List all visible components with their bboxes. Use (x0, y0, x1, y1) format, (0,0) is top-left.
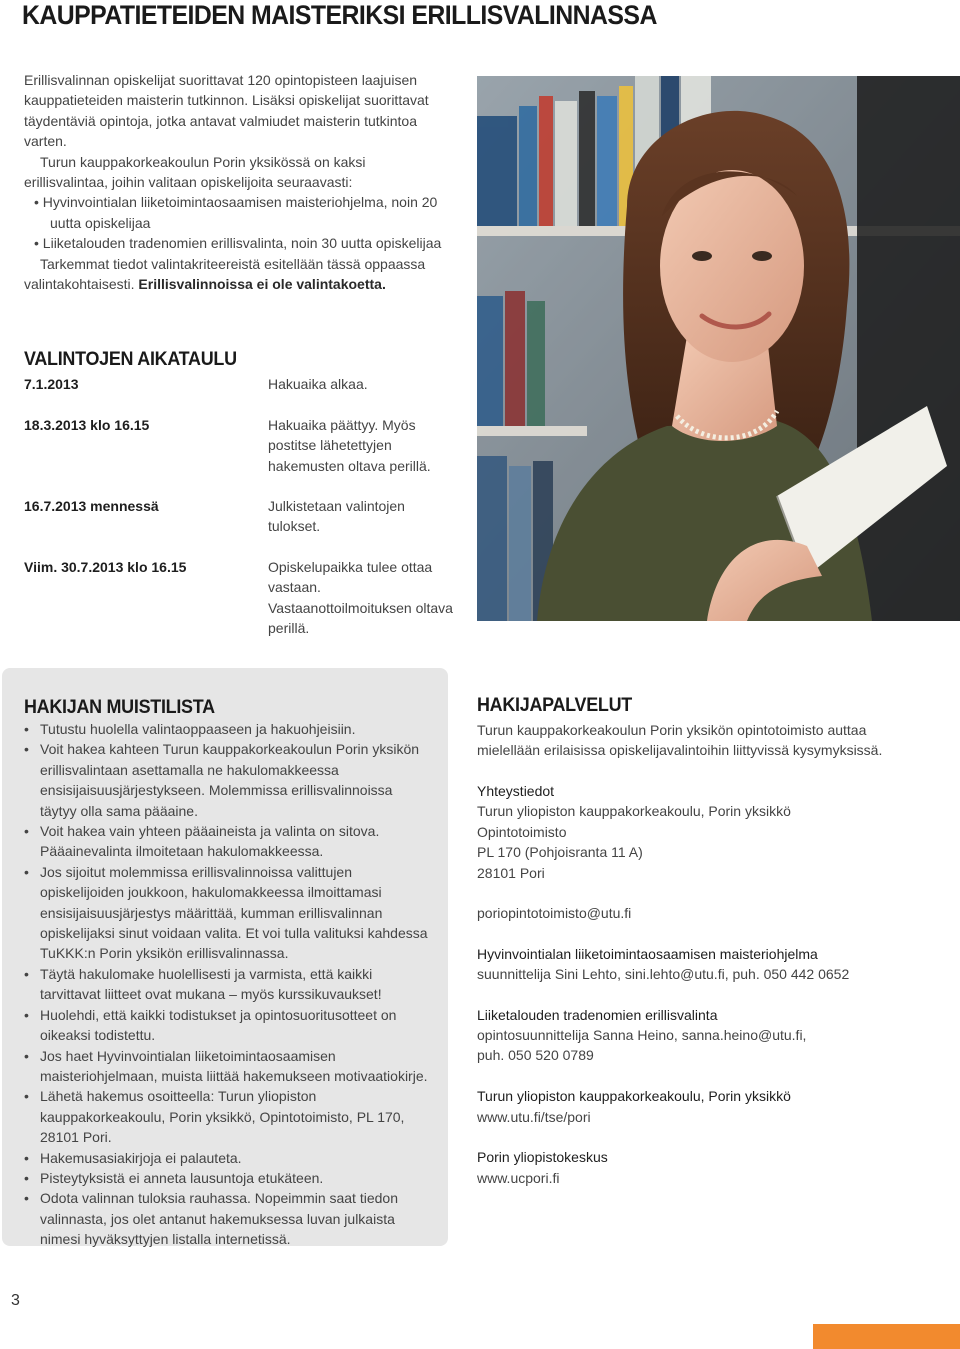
checklist-item: • Voit hakea vain yhteen pääaineista ja valinta on sitova. Pääainevalinta ilmoitetaan hakulomakkeessa. (24, 821, 429, 862)
intro-paragraph-2: Turun kauppakorkeakoulun Porin yksikössä on kaksi erillisvalintaa, joihin valitaan opiskelijoita seuraavasti: (24, 153, 366, 191)
contact-email-link[interactable]: poriopintotoimisto@utu.fi (477, 905, 632, 921)
checklist-title: HAKIJAN MUISTILISTA (24, 696, 215, 718)
checklist-item: • Pisteytyksistä ei anneta lausuntoja etukäteen. (24, 1168, 429, 1188)
checklist-item: • Täytä hakulomake huolellisesti ja varmista, että kaikki tarvittavat liitteet ovat mukana – myös kurssikuvaukset! (24, 964, 429, 1005)
schedule-date: 18.3.2013 klo 16.15 (24, 417, 150, 433)
intro-paragraph-3-bold: Erillisvalinnoissa ei ole valintakoetta. (138, 276, 386, 293)
intro-paragraph-3 (24, 254, 444, 295)
tse-heading: Turun yliopiston kauppakorkeakoulu, Porin yksikkö (477, 1088, 791, 1104)
checklist-item: • Huolehdi, että kaikki todistukset ja opintosuoritusotteet on oikeaksi todistettu. (24, 1005, 429, 1046)
ucp-heading: Porin yliopistokeskus (477, 1149, 608, 1165)
page-title: KAUPPATIETEIDEN MAISTERIKSI ERILLISVALINNASSA (22, 0, 657, 30)
lt-selection-heading: Liiketalouden tradenomien erillisvalinta (477, 1007, 718, 1023)
schedule-date: Viim. 30.7.2013 klo 16.15 (24, 559, 187, 575)
checklist-item: • Jos sijoitut molemmissa erillisvalinnoissa valittujen opiskelijoiden joukkoon, hakulomakkeessa ilmoittamasi ensisijaisuusjärjestys määrittää, kumman erillisvalinnan opiskelijaksi sinut voidaan valita. Et voi tulla valituksi kahdessa TuKKK:n Porin yksikön erillisvalinnassa. (24, 862, 429, 964)
schedule-desc: Julkistetaan valintojen tulokset. (268, 498, 405, 535)
intro-paragraph-3-text: Tarkemmat tiedot valintakriteereistä esitellään tässä oppaassa valintakohtaisesti. (24, 255, 426, 293)
intro-paragraph-1: Erillisvalinnan opiskelijat suorittavat 120 opintopisteen laajuisen kauppatieteiden maisterin tutkinnon. Lisäksi opiskelijat suorittavat täydentäviä opintoja, jotka antavat valmiudet maisterin tutkintoa varten. (24, 72, 429, 150)
schedule-desc: Hakuaika alkaa. (268, 376, 368, 392)
services-title: HAKIJAPALVELUT (477, 694, 632, 716)
services-intro: Turun kauppakorkeakoulun Porin yksikön opintotoimisto auttaa mielellään erilaisissa opiskelijavalintoihin liittyvissä kysymyksissä. (477, 722, 883, 759)
checklist-item: • Tutustu huolella valintaoppaaseen ja hakuohjeisiin. (24, 719, 429, 739)
intro-bullet: • Hyvinvointialan liiketoimintaosaamisen maisteriohjelma, noin 20 uutta opiskelijaa (24, 192, 444, 233)
student-photo-illustration (477, 76, 960, 621)
contact-line: Opintotoimisto (477, 824, 567, 840)
hyv-programme-contact: suunnittelija Sini Lehto, sini.lehto@utu.fi, puh. 050 442 0652 (477, 966, 850, 982)
intro-bullet-list (24, 192, 444, 253)
orange-accent-bar (813, 1324, 960, 1349)
schedule-desc: Hakuaika päättyy. Myös postitse lähetettyjen hakemusten oltava perillä. (268, 417, 431, 474)
student-photo (477, 76, 960, 621)
intro-bullet: • Liiketalouden tradenomien erillisvalinta, noin 30 uutta opiskelijaa (24, 233, 444, 253)
checklist-item: • Hakemusasiakirjoja ei palauteta. (24, 1148, 429, 1168)
intro-text (24, 70, 444, 294)
lt-selection-contact: opintosuunnittelija Sanna Heino, sanna.heino@utu.fi, puh. 050 520 0789 (477, 1027, 807, 1064)
schedule-desc: Opiskelupaikka tulee ottaa vastaan. Vastaanottoilmoituksen oltava perillä. (268, 559, 453, 637)
hyv-programme-heading: Hyvinvointialan liiketoimintaosaamisen maisteriohjelma (477, 946, 818, 962)
schedule-date: 7.1.2013 (24, 376, 79, 392)
ucp-website-link[interactable]: www.ucpori.fi (477, 1170, 560, 1186)
checklist-item: • Odota valinnan tuloksia rauhassa. Nopeimmin saat tiedon valinnasta, jos olet antanut hakemuksessa luvan julkaista nimesi hyväksyttyjen listalla internetissä. (24, 1188, 429, 1249)
checklist-item: • Lähetä hakemus osoitteella: Turun yliopiston kauppakorkeakoulu, Porin yksikkö, Opintotoimisto, PL 170, 28101 Pori. (24, 1086, 429, 1147)
contact-heading: Yhteystiedot (477, 783, 555, 799)
contact-line: 28101 Pori (477, 865, 545, 881)
checklist-list (24, 719, 429, 1250)
contact-line: PL 170 (Pohjoisranta 11 A) (477, 844, 643, 860)
schedule-date: 16.7.2013 mennessä (24, 498, 159, 514)
checklist-box (2, 668, 448, 1246)
schedule-title: VALINTOJEN AIKATAULU (24, 348, 237, 370)
contact-line: Turun yliopiston kauppakorkeakoulu, Porin yksikkö (477, 803, 791, 819)
tse-website-link[interactable]: www.utu.fi/tse/pori (477, 1109, 591, 1125)
page-number: 3 (11, 1292, 20, 1309)
checklist-item: • Jos haet Hyvinvointialan liiketoimintaosaamisen maisteriohjelmaan, muista liittää hakemukseen motivaatiokirje. (24, 1046, 429, 1087)
checklist-item: • Voit hakea kahteen Turun kauppakorkeakoulun Porin yksikön erillisvalintaan asettamalla ne hakulomakkeessa ensisijaisuusjärjestykseen. Molemmissa erillisvalinnoissa täytyy olla sama pääaine. (24, 739, 429, 821)
